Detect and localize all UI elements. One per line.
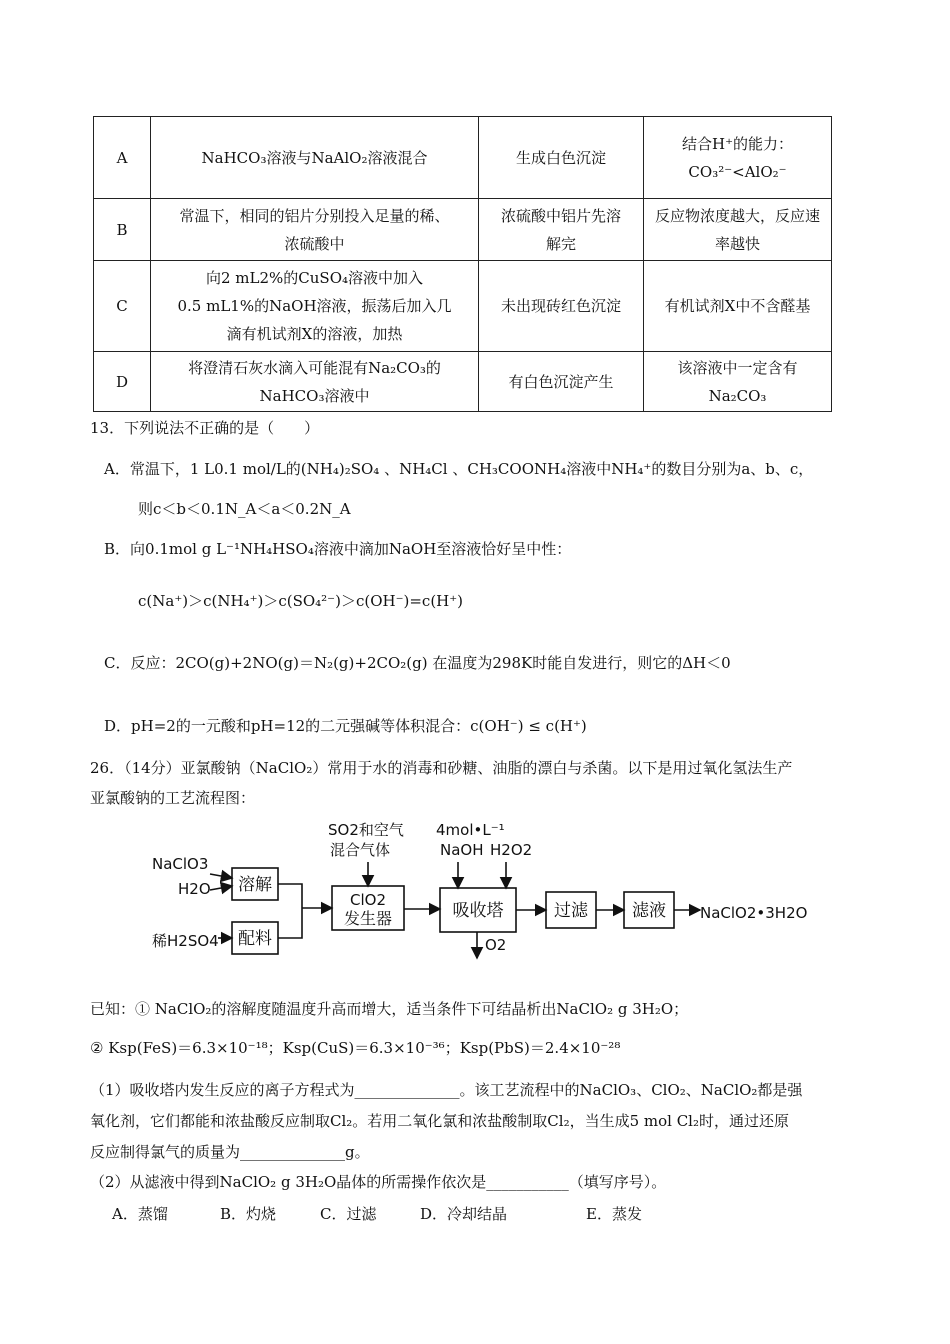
mix-label: 配料 [238, 929, 272, 949]
conclusion-line: Na₂CO₃ [708, 386, 767, 405]
o2-label: O2 [485, 936, 507, 954]
option-e: E．蒸发 [586, 1205, 642, 1223]
product-label: NaClO2•3H2O [700, 904, 808, 922]
q13-option-b-cont: c(Na⁺)＞c(NH₄⁺)＞c(SO₄²⁻)＞c(OH⁻)=c(H⁺) [138, 592, 464, 610]
conclusion-line: 结合H⁺的能力： [682, 134, 793, 153]
option-c: C．过滤 [320, 1205, 377, 1223]
row-label: D [94, 352, 151, 412]
phenomenon-cell: 生成白色沉淀 [479, 117, 644, 199]
filtrate-label: 滤液 [632, 901, 666, 921]
operation-line: 滴有机试剂X的溶液，加热 [226, 325, 403, 343]
q26-part1-line1: （1）吸收塔内发生反应的离子方程式为______________。该工艺流程中的NaClO₃、ClO₂、NaClO₂都是强 [90, 1081, 803, 1099]
process-flow-diagram [140, 812, 820, 962]
option-d: D．冷却结晶 [420, 1205, 508, 1223]
operation-cell [151, 199, 479, 261]
operation-line: 将澄清石灰水滴入可能混有Na₂CO₃的 [188, 358, 441, 377]
q13-option-a-cont: 则c＜b＜0.1N_A＜a＜0.2N_A [138, 500, 351, 518]
q26-part1-line2: 氧化剂，它们都能和浓盐酸反应制取Cl₂。若用二氧化氯和浓盐酸制取Cl₂，当生成5 mol Cl₂时，通过还原 [90, 1112, 789, 1130]
row-label: B [94, 199, 151, 261]
gas-label-1: SO2和空气 [328, 821, 404, 839]
phenomenon-cell: 未出现砖红色沉淀 [479, 261, 644, 352]
input-h2o: H2O [178, 880, 211, 898]
row-label: C [94, 261, 151, 352]
option-a: A．蒸馏 [112, 1205, 168, 1223]
dissolve-label: 溶解 [238, 875, 272, 895]
operation-line: 0.5 mL1%的NaOH溶液，振荡后加入几 [177, 297, 452, 315]
input-h2so4: 稀H2SO4 [152, 932, 219, 950]
row-label: A [94, 117, 151, 199]
phenomenon-cell: 有白色沉淀产生 [479, 352, 644, 412]
conclusion-cell: 有机试剂X中不含醛基 [644, 261, 832, 352]
operation-line: 向2 mL2%的CuSO₄溶液中加入 [205, 269, 424, 287]
gas-label-2: 混合气体 [330, 841, 391, 859]
operation-cell: NaHCO₃溶液与NaAlO₂溶液混合 [151, 117, 479, 199]
h2o2-label: H2O2 [490, 841, 533, 859]
phenomenon-line: 解完 [545, 234, 576, 253]
operation-line: NaHCO₃溶液中 [259, 386, 370, 405]
operation-cell [151, 261, 479, 352]
operation-line: 浓硫酸中 [284, 234, 345, 253]
table-row [94, 117, 832, 199]
conclusion-cell [644, 199, 832, 261]
q13-option-b: B．向0.1mol g L⁻¹NH₄HSO₄溶液中滴加NaOH至溶液恰好呈中性： [104, 540, 572, 558]
experiment-table [93, 116, 832, 412]
conclusion-line: 率越快 [714, 234, 760, 253]
conclusion-line: CO₃²⁻<AlO₂⁻ [688, 162, 787, 181]
known-1: 已知：① NaClO₂的溶解度随温度升高而增大，适当条件下可结晶析出NaClO₂ g 3H₂O； [90, 1000, 689, 1018]
conclusion-line: 该溶液中一定含有 [677, 358, 798, 377]
table-row [94, 199, 832, 261]
input-naclo3: NaClO3 [152, 855, 209, 873]
q26-part2: （2）从滤液中得到NaClO₂ g 3H₂O晶体的所需操作依次是___________（填写序号）。 [90, 1173, 667, 1191]
table-row [94, 352, 832, 412]
absorber-label: 吸收塔 [452, 901, 504, 921]
phenomenon-line: 浓硫酸中铝片先溶 [500, 206, 621, 225]
conclusion-cell [644, 352, 832, 412]
naoh-label: NaOH [440, 841, 484, 859]
q26-stem-cont: 亚氯酸钠的工艺流程图： [90, 789, 256, 807]
generator-label-2: 发生器 [343, 909, 393, 928]
conclusion-cell [644, 117, 832, 199]
q13-option-a: A．常温下，1 L0.1 mol/L的(NH₄)₂SO₄ 、NH₄Cl 、CH₃COONH₄溶液中NH₄⁺的数目分别为a、b、c， [104, 460, 814, 478]
phenomenon-cell [479, 199, 644, 261]
option-b: B．灼烧 [220, 1205, 277, 1223]
filter-label: 过滤 [554, 901, 588, 921]
q26-part1-line3: 反应制得氯气的质量为______________g。 [90, 1143, 370, 1161]
q26-stem: 26．（14分）亚氯酸钠（NaClO₂）常用于水的消毒和砂糖、油脂的漂白与杀菌。以下是用过氧化氢法生产 [90, 759, 793, 777]
conclusion-line: 反应物浓度越大，反应速 [654, 206, 820, 225]
q13-option-d: D．pH=2的一元酸和pH=12的二元强碱等体积混合：c(OH⁻) ≤ c(H⁺) [104, 717, 587, 735]
q13-stem: 13．下列说法不正确的是（ ） [90, 419, 320, 437]
operation-line: 常温下，相同的铝片分别投入足量的稀、 [179, 206, 450, 225]
table-row [94, 261, 832, 352]
operation-cell [151, 352, 479, 412]
generator-label-1: ClO2 [350, 891, 386, 909]
q13-option-c: C．反应：2CO(g)+2NO(g)＝N₂(g)+2CO₂(g) 在温度为298K时能自发进行，则它的ΔH＜0 [104, 654, 731, 672]
known-2: ② Ksp(FeS)＝6.3×10⁻¹⁸；Ksp(CuS)＝6.3×10⁻³⁶；Ksp(PbS)＝2.4×10⁻²⁸ [90, 1039, 621, 1057]
naoh-conc-label: 4mol•L⁻¹ [436, 821, 505, 839]
